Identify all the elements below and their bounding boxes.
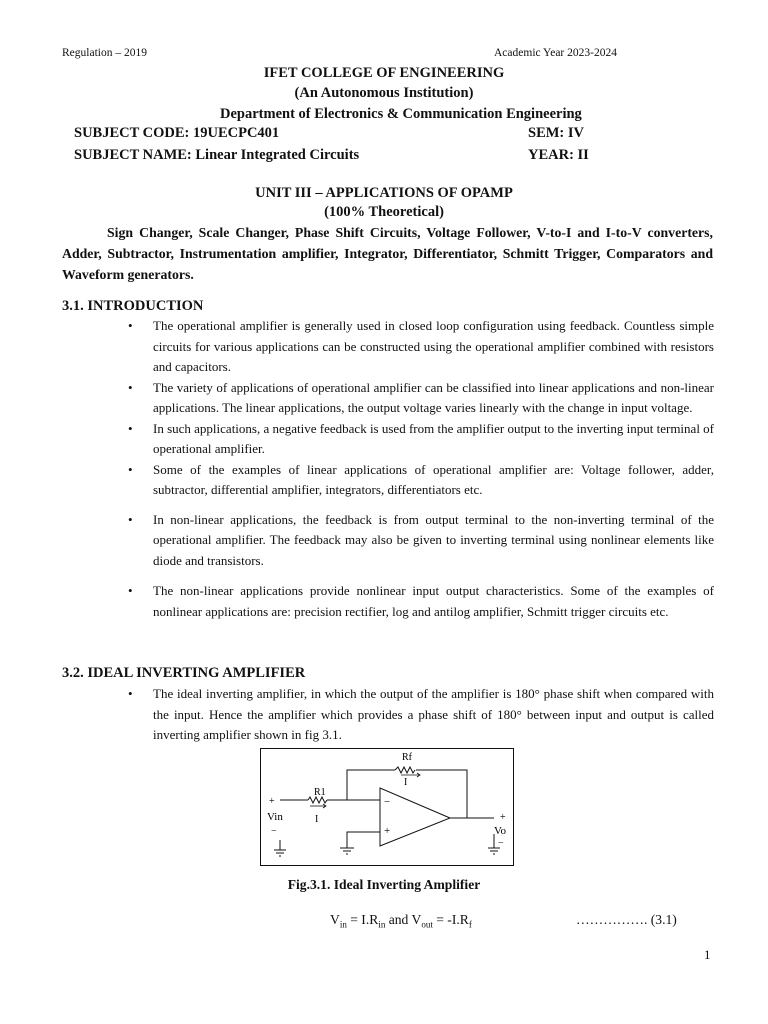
list-item: • The ideal inverting amplifier, in which the output of the amplifier is 180° phase shift when compared with the input. Hence the amplifier which provides a phase shift of 180° between input and output is called inverting amplifier shown in fig 3.1. xyxy=(128,686,714,742)
subject-code: SUBJECT CODE: 19UECPC401 xyxy=(74,125,280,141)
bullet-list-introduction xyxy=(128,316,714,622)
ground-icon xyxy=(274,850,286,856)
list-item: • In non-linear applications, the feedback is from output terminal to the non-inverting terminal of the operational amplifier. The feedback may also be given to inverting terminal using nonlinear elements like diode and transistors. xyxy=(128,511,714,568)
academic-year-text: Academic Year 2023-2024 xyxy=(494,47,617,59)
bullet-icon: • xyxy=(128,420,133,436)
vin-plus-sign: + xyxy=(269,796,275,807)
r1-current-label: I xyxy=(315,814,319,825)
vin-minus-sign: − xyxy=(271,826,277,837)
opamp-symbol xyxy=(380,788,450,846)
list-item: • The operational amplifier is generally used in closed loop configuration using feedback. Countless simple circuits for various applications can be constructed using the operational amplifier combined with resistors and capacitors. xyxy=(128,318,714,374)
list-item: • In such applications, a negative feedback is used from the amplifier output to the inverting input terminal of operational amplifier. xyxy=(128,420,715,456)
bullet-icon: • xyxy=(128,379,133,395)
semester: SEM: IV xyxy=(528,125,584,141)
section-heading-introduction: 3.1. INTRODUCTION xyxy=(62,298,204,314)
vo-minus-sign: − xyxy=(498,838,504,849)
subject-name: SUBJECT NAME: Linear Integrated Circuits xyxy=(74,147,360,163)
rf-current-label: I xyxy=(404,777,408,788)
vin-label: Vin xyxy=(267,811,283,823)
ground-icon xyxy=(340,848,354,854)
figure-caption: Fig.3.1. Ideal Inverting Amplifier xyxy=(287,877,481,892)
rf-resistor xyxy=(395,767,415,773)
list-item: • The variety of applications of operational amplifier can be classified into linear applications and non-linear applications. The linear applications, the output voltage varies linearly with the change in input voltage. xyxy=(128,379,714,415)
page-number: 1 xyxy=(704,947,711,962)
rf-label: Rf xyxy=(402,752,412,763)
r1-label: R1 xyxy=(314,787,326,798)
vo-plus-sign: + xyxy=(500,812,506,823)
bullet-icon: • xyxy=(128,318,133,333)
year: YEAR: II xyxy=(528,147,589,163)
section-heading-inverting-amplifier: 3.2. IDEAL INVERTING AMPLIFIER xyxy=(62,665,306,681)
bullet-icon: • xyxy=(128,583,133,598)
autonomous-label: (An Autonomous Institution) xyxy=(294,85,474,101)
unit-syllabus: Sign Changer, Scale Changer, Phase Shift Circuits, Voltage Follower, V-to-I and I-to-V converters, Adder, Subtractor, Instrumentation amplifier, Integrator, Differentiator, Schmitt Trigger, Comparators and Waveform generators. xyxy=(62,225,713,282)
vo-label: Vo xyxy=(494,825,507,837)
inverting-input-sign: − xyxy=(384,796,391,808)
regulation-text: Regulation – 2019 xyxy=(62,47,147,59)
list-item: • Some of the examples of linear applications of operational amplifier are: Voltage follower, adder, subtractor, differential amplifier, integrators, differentiators etc. xyxy=(128,461,714,497)
equation-number: ……………. (3.1) xyxy=(576,912,677,927)
unit-title: UNIT III – APPLICATIONS OF OPAMP xyxy=(255,185,513,201)
college-name: IFET COLLEGE OF ENGINEERING xyxy=(263,65,505,81)
list-item: • The non-linear applications provide nonlinear input output characteristics. Some of the examples of nonlinear applications are: precision rectifier, log and antilog amplifier, Schmitt trigger circuits etc. xyxy=(128,583,714,619)
bullet-list-inverting-amplifier xyxy=(128,684,714,746)
bullet-icon: • xyxy=(128,686,133,701)
department-name: Department of Electronics & Communication Engineering xyxy=(220,106,582,122)
noninverting-input-sign: + xyxy=(384,825,391,837)
unit-subtitle: (100% Theoretical) xyxy=(324,204,444,220)
equation-3-1: $V_{in} = I.R_{in}$ and $V_{out} = -I.R_f$ xyxy=(330,912,472,930)
bullet-icon: • xyxy=(128,511,133,527)
bullet-icon: • xyxy=(128,461,133,477)
inverting-amplifier-circuit xyxy=(260,748,514,866)
